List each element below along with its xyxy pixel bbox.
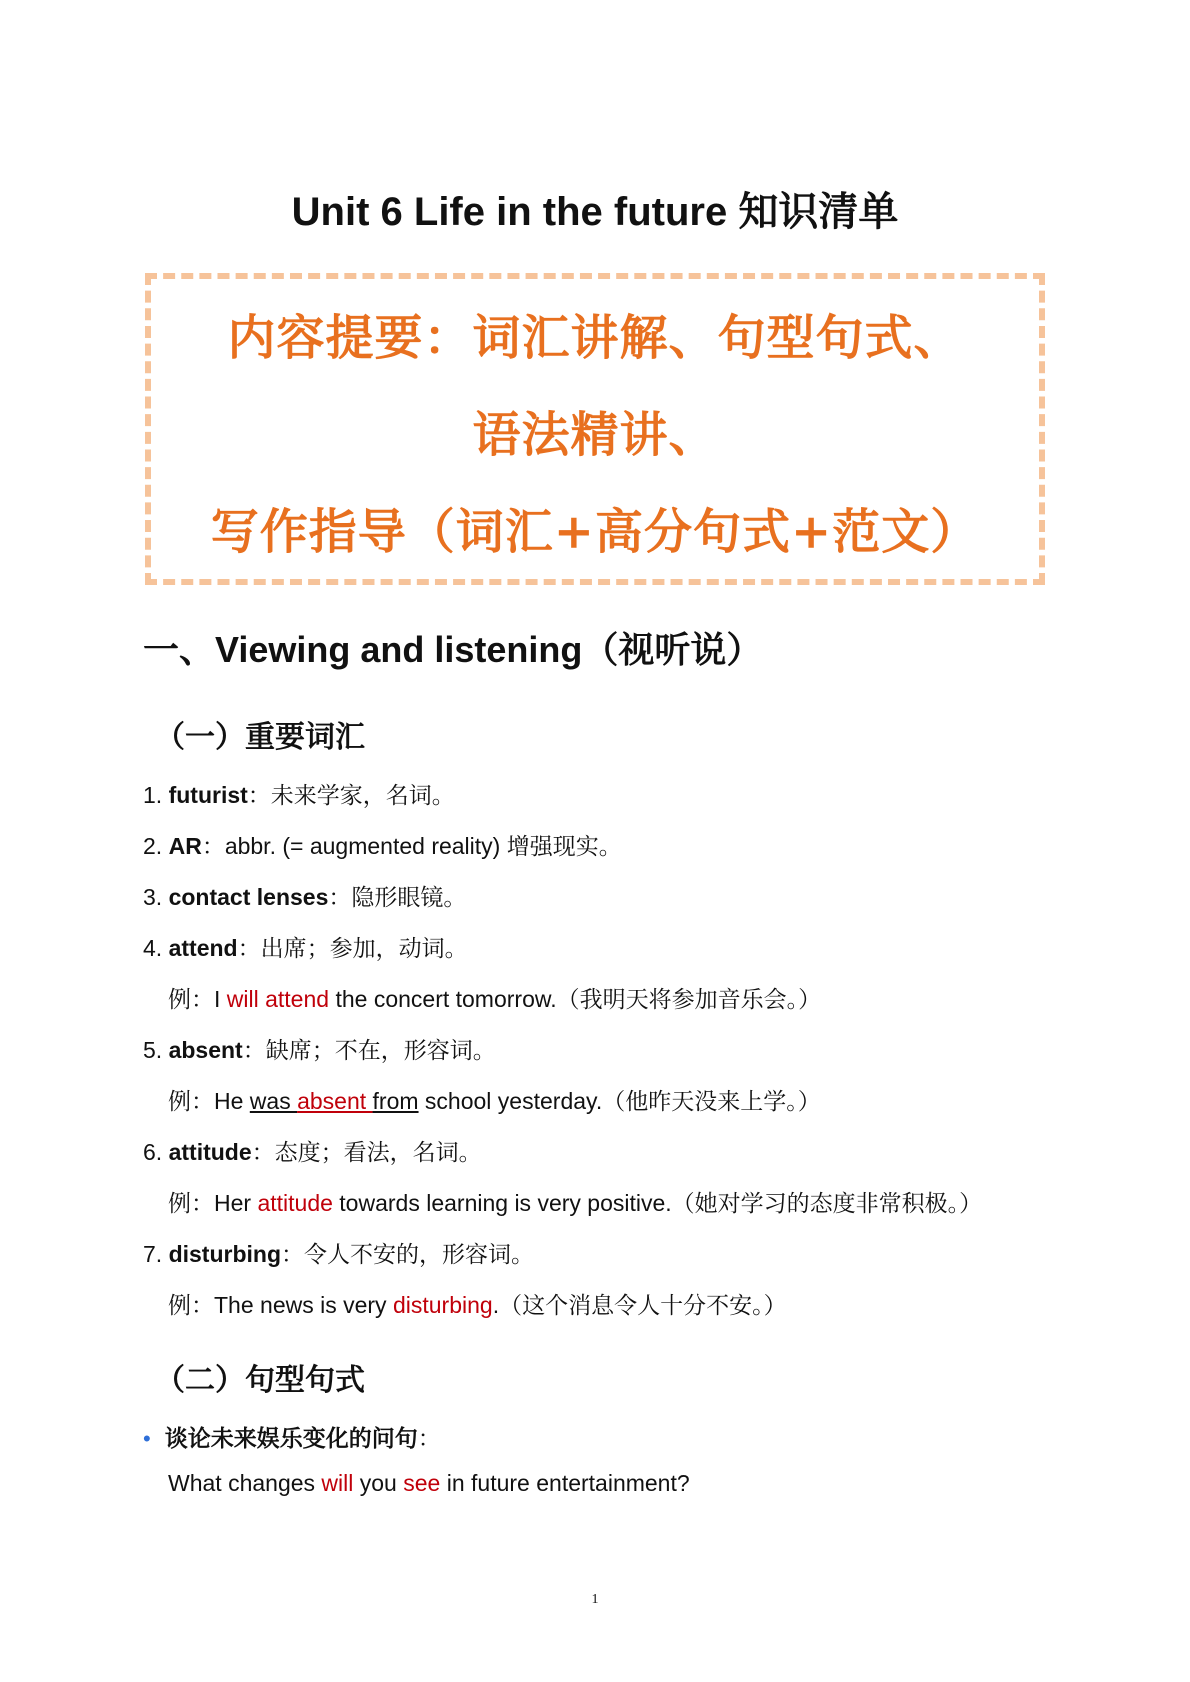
- example-sentence: 例：Her attitude towards learning is very positive.（她对学习的态度非常积极。）: [168, 1190, 983, 1216]
- pattern-bullet-item: • 谈论未来娱乐变化的问句：: [143, 1425, 441, 1451]
- pattern-sentence: What changes will you see in future entertainment?: [168, 1470, 690, 1496]
- example-sentence: 例：The news is very disturbing.（这个消息令人十分不安。）: [168, 1292, 787, 1318]
- vocab-word: contact lenses: [168, 884, 329, 910]
- bullet-icon: •: [143, 1426, 151, 1451]
- vocab-word: attend: [168, 935, 238, 961]
- summary-line-2: 语法精讲、: [472, 407, 718, 463]
- vocab-word: absent: [168, 1037, 243, 1063]
- subsection-heading-vocab: （一）重要词汇: [155, 721, 365, 754]
- summary-line-3: 写作指导（词汇+高分句式+范文）: [210, 504, 980, 560]
- page-number: 1: [591, 1592, 599, 1607]
- vocab-item: 2. AR：abbr. (= augmented reality) 增强现实。: [143, 833, 622, 859]
- summary-box: [145, 273, 1045, 585]
- subsection-heading-patterns: （二）句型句式: [155, 1364, 365, 1397]
- vocab-item: 6. attitude：态度；看法，名词。: [143, 1139, 482, 1165]
- vocab-word: attitude: [168, 1139, 252, 1165]
- summary-line-1: 内容提要：词汇讲解、句型句式、: [227, 310, 963, 366]
- vocab-word: AR: [168, 833, 202, 859]
- example-sentence: 例：He was absent from school yesterday.（他昨天没来上学。）: [168, 1088, 821, 1114]
- vocab-item: 3. contact lenses：隐形眼镜。: [143, 884, 467, 910]
- example-sentence: 例：I will attend the concert tomorrow.（我明天将参加音乐会。）: [168, 986, 822, 1012]
- vocab-item: 5. absent：缺席；不在，形容词。: [143, 1037, 496, 1063]
- vocab-word: disturbing: [168, 1241, 282, 1267]
- vocab-item: 4. attend：出席；参加，动词。: [143, 935, 468, 961]
- vocab-item: 7. disturbing：令人不安的，形容词。: [143, 1241, 535, 1267]
- section-heading: 一、Viewing and listening（视听说）: [143, 629, 763, 670]
- vocab-word: futurist: [168, 782, 248, 808]
- page-title: Unit 6 Life in the future 知识清单: [291, 190, 899, 234]
- vocab-item: 1. futurist：未来学家，名词。: [143, 782, 455, 808]
